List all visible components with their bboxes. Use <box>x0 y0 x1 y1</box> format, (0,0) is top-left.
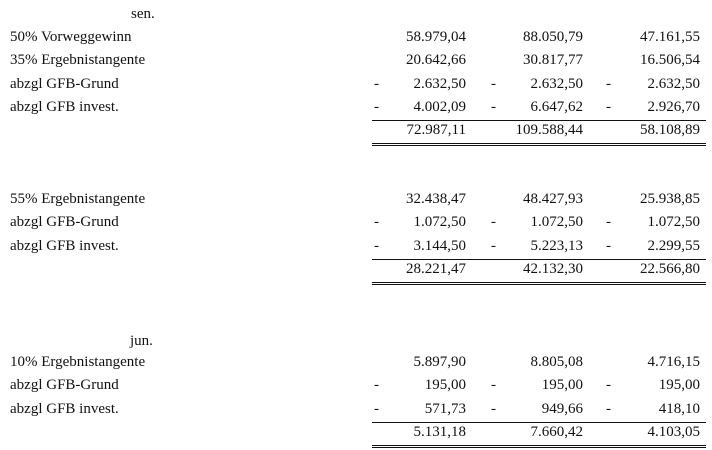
value-cell: 195,00 <box>424 377 466 394</box>
total-double-rule <box>372 445 706 448</box>
value-cell: 6.647,62 <box>530 98 583 115</box>
total-double-rule <box>372 282 706 285</box>
value-cell: 949,66 <box>541 400 583 417</box>
value-cell: 2.632,50 <box>413 75 466 92</box>
subtotal-rule <box>372 259 706 260</box>
total-cell: 7.660,42 <box>530 423 583 440</box>
value-cell: 58.979,04 <box>406 29 466 45</box>
value-cell: 25.938,85 <box>640 191 700 207</box>
row-label: abzgl GFB invest. <box>10 98 119 115</box>
value-cell: 30.817,77 <box>523 52 583 69</box>
value-cell: 2.926,70 <box>647 98 700 115</box>
value-cell: 1.072,50 <box>530 214 583 231</box>
minus-sign: - <box>491 214 496 231</box>
total-cell: 109.588,44 <box>515 122 583 139</box>
section-heading: jun. <box>130 333 153 349</box>
total-cell: 58.108,89 <box>640 122 700 139</box>
row-label: 35% Ergebnistangente <box>10 52 146 69</box>
value-cell: 195,00 <box>541 377 583 394</box>
value-cell: 2.632,50 <box>530 75 583 92</box>
minus-sign: - <box>606 237 611 254</box>
value-cell: 8.805,08 <box>530 354 583 370</box>
row-label: abzgl GFB-Grund <box>10 75 119 92</box>
value-cell: 2.299,55 <box>647 237 700 254</box>
total-double-rule <box>372 143 706 146</box>
subtotal-rule <box>372 120 706 121</box>
minus-sign: - <box>374 75 379 92</box>
value-cell: 418,10 <box>658 400 700 417</box>
minus-sign: - <box>491 400 496 417</box>
value-cell: 3.144,50 <box>413 237 466 254</box>
minus-sign: - <box>606 400 611 417</box>
value-cell: 20.642,66 <box>406 52 466 69</box>
value-cell: 88.050,79 <box>523 29 583 45</box>
value-cell: 4.716,15 <box>647 354 700 370</box>
value-cell: 2.632,50 <box>647 75 700 92</box>
row-label: 10% Ergebnistangente <box>10 354 146 370</box>
value-cell: 16.506,54 <box>640 52 700 69</box>
row-label: 50% Vorweggewinn <box>10 29 132 45</box>
row-label: abzgl GFB invest. <box>10 400 119 417</box>
minus-sign: - <box>491 237 496 254</box>
total-cell: 72.987,11 <box>406 122 466 139</box>
minus-sign: - <box>606 377 611 394</box>
minus-sign: - <box>374 400 379 417</box>
minus-sign: - <box>491 98 496 115</box>
total-cell: 5.131,18 <box>413 423 466 440</box>
value-cell: 5.897,90 <box>413 354 466 370</box>
value-cell: 47.161,55 <box>640 29 700 45</box>
value-cell: 571,73 <box>424 400 466 417</box>
row-label: abzgl GFB invest. <box>10 237 119 254</box>
minus-sign: - <box>491 377 496 394</box>
row-label: abzgl GFB-Grund <box>10 377 119 394</box>
minus-sign: - <box>491 75 496 92</box>
subtotal-rule <box>372 422 706 423</box>
value-cell: 32.438,47 <box>406 191 466 207</box>
value-cell: 195,00 <box>658 377 700 394</box>
minus-sign: - <box>374 377 379 394</box>
minus-sign: - <box>606 75 611 92</box>
minus-sign: - <box>374 214 379 231</box>
value-cell: 1.072,50 <box>413 214 466 231</box>
value-cell: 1.072,50 <box>647 214 700 231</box>
minus-sign: - <box>374 98 379 115</box>
row-label: abzgl GFB-Grund <box>10 214 119 231</box>
total-cell: 28.221,47 <box>406 260 466 277</box>
total-cell: 22.566,80 <box>640 260 700 277</box>
total-cell: 42.132,30 <box>523 260 583 277</box>
minus-sign: - <box>374 237 379 254</box>
row-label: 55% Ergebnistangente <box>10 191 146 207</box>
total-cell: 4.103,05 <box>647 423 700 440</box>
value-cell: 48.427,93 <box>523 191 583 207</box>
minus-sign: - <box>606 214 611 231</box>
minus-sign: - <box>606 98 611 115</box>
value-cell: 4.002,09 <box>413 98 466 115</box>
value-cell: 5.223,13 <box>530 237 583 254</box>
section-heading: sen. <box>131 6 155 22</box>
